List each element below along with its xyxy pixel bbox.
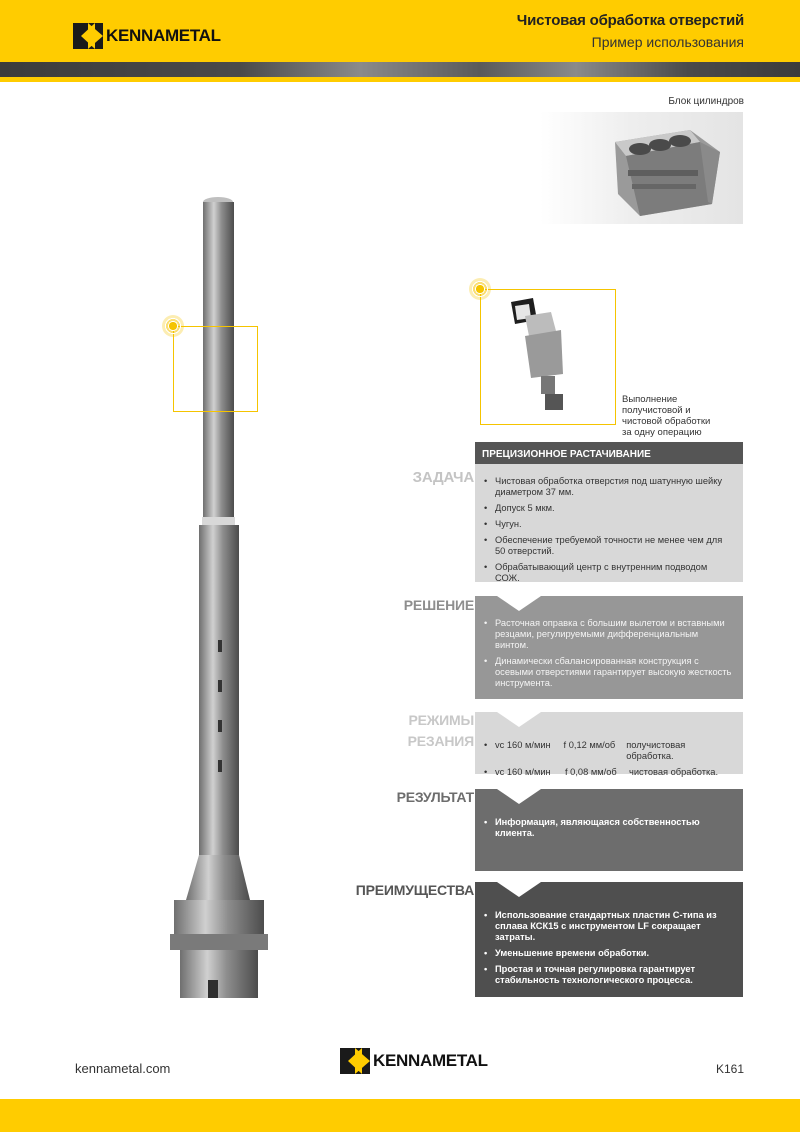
- cutting-box: [475, 712, 743, 777]
- list-item: • Использование стандартных пластин С-типа из сплава КСК15 с инструментом LF сокращает затраты.: [483, 910, 733, 943]
- advantages-box: [475, 882, 743, 997]
- task-box: [475, 464, 743, 582]
- list-item: • Простая и точная регулировка гарантирует стабильность технологического процесса.: [483, 964, 733, 986]
- solution-box: [475, 596, 743, 699]
- task-label: ЗАДАЧА: [412, 469, 474, 486]
- insert-caption: Выполнение получистовой и чистовой обработки за одну операцию: [622, 394, 711, 438]
- task-list: [483, 476, 733, 584]
- list-item: [483, 767, 733, 778]
- list-item: [483, 740, 733, 762]
- footer-url-link[interactable]: kennametal.com: [75, 1061, 171, 1076]
- section-title-bar: ПРЕЦИЗИОННОЕ РАСТАЧИВАНИЕ: [475, 442, 743, 464]
- engine-caption: Блок цилиндров: [668, 96, 744, 107]
- engine-image-panel: [540, 112, 743, 224]
- cutting-operation: получистовая обработка.: [626, 740, 686, 761]
- list-item: • Уменьшение времени обработки.: [483, 948, 733, 959]
- page-subtitle: Пример использования: [591, 34, 744, 50]
- list-item: • Чистовая обработка отверстия под шатунную шейку диаметром 37 мм.: [483, 476, 733, 498]
- footer-logo[interactable]: [340, 1048, 488, 1074]
- advantages-list: [483, 910, 733, 986]
- kennametal-k-icon: [73, 23, 103, 49]
- page-title: Чистовая обработка отверстий: [516, 12, 744, 29]
- insert-detail-image: [481, 290, 614, 423]
- advantages-label: ПРЕИМУЩЕСТВА: [355, 882, 474, 898]
- result-label: РЕЗУЛЬТАТ: [396, 789, 474, 805]
- page-number: K161: [715, 1062, 744, 1076]
- list-item: • Допуск 5 мкм.: [483, 503, 733, 514]
- header-logo[interactable]: [73, 23, 221, 49]
- cutting-list: [483, 740, 733, 778]
- header-logo-text: KENNAMETAL: [106, 26, 221, 45]
- cutting-label-line1: РЕЖИМЫ: [408, 712, 474, 728]
- kennametal-k-icon: [340, 1048, 370, 1074]
- engine-block-image: [540, 112, 743, 224]
- solution-list: [483, 618, 733, 689]
- result-list: [483, 817, 733, 839]
- cutting-feed: f 0,08 мм/об: [565, 767, 617, 777]
- list-item: • Информация, являющаяся собственностью клиента.: [483, 817, 733, 839]
- cutting-feed: f 0,12 мм/об: [563, 740, 616, 750]
- list-item: • Динамически сбалансированная конструкция с осевыми отверстиями гарантирует высокую жесткость инструмента.: [483, 656, 733, 689]
- list-item: • Чугун.: [483, 519, 733, 530]
- cutting-speed: • vc 160 м/мин: [495, 740, 551, 750]
- boring-bar-image: [150, 190, 280, 1010]
- insert-target-icon: [469, 278, 491, 300]
- cutting-operation: чистовая обработка.: [629, 767, 719, 777]
- header-stripe: [0, 62, 800, 82]
- insert-highlight-box: [480, 289, 616, 425]
- tool-highlight-box: [173, 326, 258, 412]
- list-item: • Обеспечение требуемой точности не менее чем для 50 отверстий.: [483, 535, 733, 557]
- footer-logo-text: KENNAMETAL: [373, 1051, 488, 1070]
- cutting-speed: • vc 160 м/мин: [495, 767, 551, 777]
- list-item: • Обрабатывающий центр с внутренним подводом СОЖ.: [483, 562, 733, 584]
- footer-bar: [0, 1099, 800, 1132]
- cutting-label-line2: РЕЗАНИЯ: [407, 733, 474, 749]
- result-box: [475, 789, 743, 871]
- list-item: • Расточная оправка с большим вылетом и вставными резцами, регулируемыми дифференциальным винтом.: [483, 618, 733, 651]
- solution-label: РЕШЕНИЕ: [403, 597, 474, 613]
- tool-target-icon: [162, 315, 184, 337]
